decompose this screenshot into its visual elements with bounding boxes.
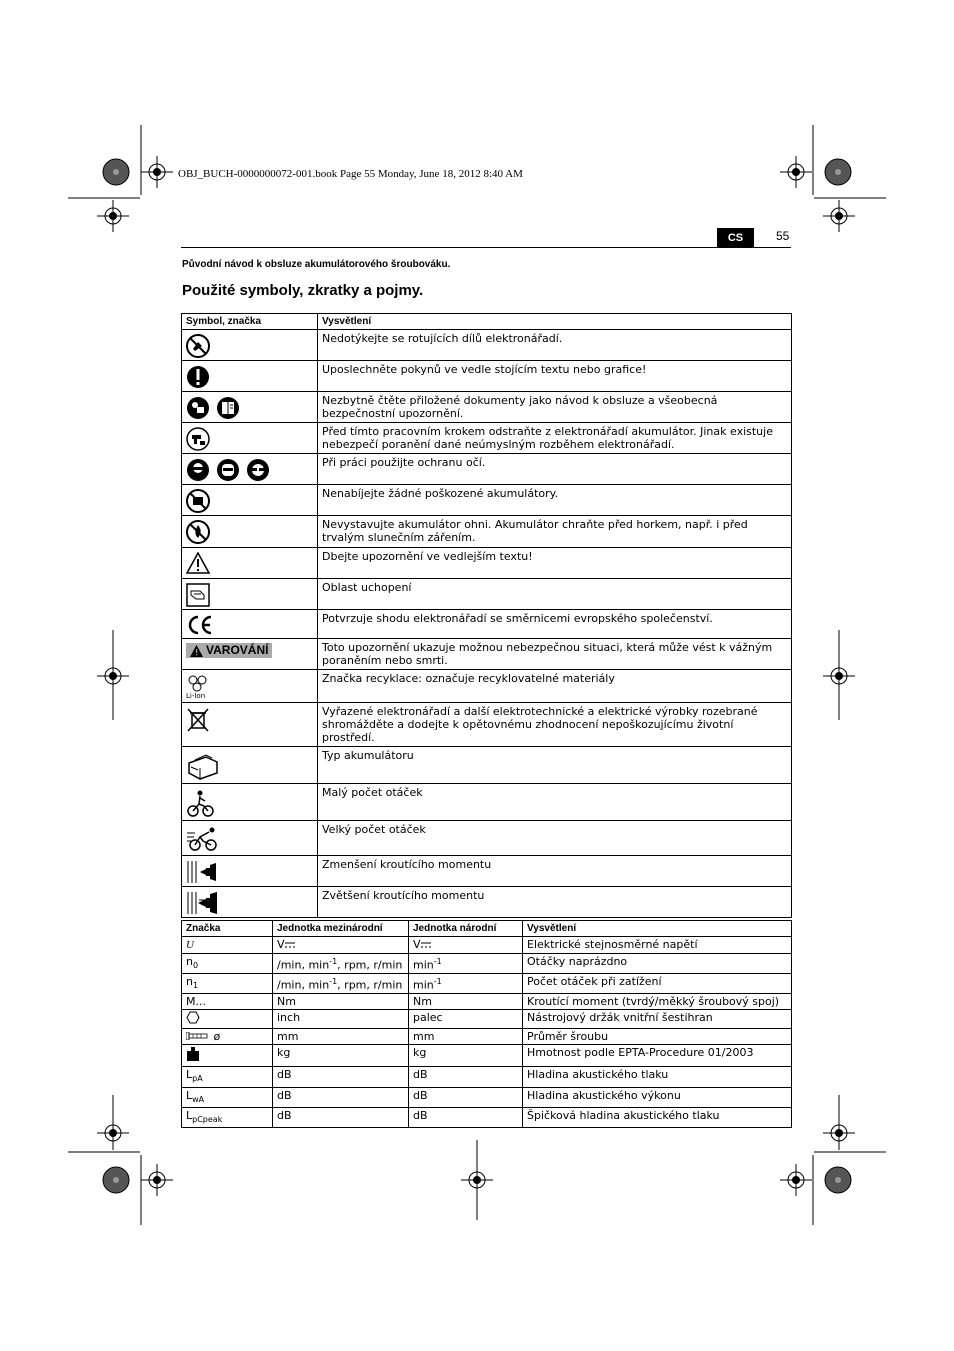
symbol-description: Zvětšení kroutícího momentu (318, 887, 792, 918)
national-unit: dB (409, 1087, 523, 1107)
dc-symbol-icon (285, 942, 295, 948)
page-number: 55 (776, 229, 790, 243)
intl-unit-tail: , rpm, r/min (337, 978, 403, 992)
unit-symbol: U (186, 939, 194, 951)
table-row (182, 994, 792, 1010)
symbol-description: Potvrzuje shodu elektronářadí se směrnicemi evropského společenství. (318, 610, 792, 639)
unit-description: Hmotnost podle EPTA-Procedure 01/2003 (523, 1045, 792, 1067)
intl-unit: inch (273, 1010, 409, 1029)
column-header: Vysvětlení (318, 314, 792, 330)
national-unit: dB (409, 1067, 523, 1087)
remove-battery-icon (186, 427, 210, 451)
national-unit: mm (409, 1029, 523, 1045)
document-subtitle: Původní návod k obsluze akumulátorového šroubováku. (182, 259, 451, 270)
symbol-description: Zmenšení kroutícího momentu (318, 856, 792, 887)
intl-unit: dB (273, 1107, 409, 1127)
table-row (182, 579, 792, 610)
diameter-symbol: ø (213, 1030, 221, 1044)
weight-icon (186, 1046, 200, 1062)
intl-unit: kg (273, 1045, 409, 1067)
unit-symbol-subscript: pA (192, 1074, 203, 1084)
hexagon-icon (186, 1011, 200, 1024)
national-unit: dB (409, 1107, 523, 1127)
goggles-icon (186, 458, 210, 482)
color-rosette-icon (103, 1167, 129, 1193)
symbol-description: Uposlechněte pokynů ve vedle stojícím textu nebo grafice! (318, 361, 792, 392)
warning-triangle-icon (190, 645, 203, 657)
table-row (182, 1045, 792, 1067)
symbol-description: Typ akumulátoru (318, 747, 792, 784)
table-row (182, 1087, 792, 1107)
table-row (182, 1067, 792, 1087)
column-header: Jednotka mezinárodní (273, 921, 409, 937)
table-row (182, 703, 792, 747)
symbol-description: Oblast uchopení (318, 579, 792, 610)
book-icon (216, 396, 240, 420)
column-header: Značka (182, 921, 273, 937)
color-rosette-icon (103, 159, 129, 185)
intl-unit-superscript: -1 (329, 957, 338, 966)
unit-symbol-subscript: 0 (192, 961, 199, 971)
table-row (182, 610, 792, 639)
unit-symbol: L (186, 1108, 193, 1122)
face-shield-icon (216, 458, 240, 482)
symbol-description: Značka recyklace: označuje recyklovatelné materiály (318, 670, 792, 703)
intl-unit: mm (273, 1029, 409, 1045)
symbol-description: Malý počet otáček (318, 784, 792, 821)
unit-symbol: L (186, 1088, 193, 1102)
torque-decrease-icon (186, 860, 218, 884)
warning-triangle-icon (186, 552, 210, 574)
units-table (181, 920, 792, 1128)
unit-symbol: n (186, 955, 193, 968)
national-unit: min (413, 958, 434, 972)
table-row (182, 670, 792, 703)
unit-description: Špičková hladina akustického tlaku (523, 1107, 792, 1127)
national-unit: V (413, 938, 421, 951)
table-row (182, 974, 792, 994)
intl-unit: V (277, 938, 285, 951)
symbol-description: Velký počet otáček (318, 821, 792, 856)
table-row (182, 392, 792, 423)
table-row (182, 423, 792, 454)
weee-bin-icon (186, 707, 210, 733)
screw-icon (186, 1032, 210, 1040)
dc-symbol-icon (421, 942, 431, 948)
intl-unit-superscript: -1 (329, 977, 338, 987)
table-row (182, 548, 792, 579)
symbol-description: Nezbytně čtěte přiložené dokumenty jako návod k obsluze a všeobecná bezpečnostní upozornění. (318, 392, 792, 423)
intl-unit: Nm (273, 994, 409, 1010)
table-row (182, 821, 792, 856)
torque-increase-icon (186, 891, 218, 915)
symbol-description: Nevystavujte akumulátor ohni. Akumulátor chraňte před horkem, např. i před trvalým slunečním zářením. (318, 516, 792, 548)
symbol-description: Dbejte upozornění ve vedlejším textu! (318, 548, 792, 579)
table-row (182, 887, 792, 918)
intl-unit: dB (273, 1067, 409, 1087)
unit-description: Nástrojový držák vnitřní šestihran (523, 1010, 792, 1029)
unit-description: Počet otáček při zatížení (523, 974, 792, 994)
intl-unit: /min, min (277, 978, 330, 992)
recycling-icon (186, 674, 210, 692)
column-header: Symbol, značka (182, 314, 318, 330)
table-row (182, 1107, 792, 1127)
unit-symbol: L (186, 1068, 193, 1082)
table-row (182, 516, 792, 548)
warning-label-text: VAROVÁNÍ (206, 643, 269, 657)
safety-glasses-icon (246, 458, 270, 482)
national-unit: min (413, 978, 434, 992)
unit-symbol-subscript: pCpeak (192, 1114, 223, 1124)
unit-description: Průměr šroubu (523, 1029, 792, 1045)
table-row (182, 747, 792, 784)
table-row (182, 485, 792, 516)
symbol-description: Nedotýkejte se rotujících dílů elektronářadí. (318, 330, 792, 361)
symbol-description: Nenabíjejte žádné poškozené akumulátory. (318, 485, 792, 516)
table-row (182, 937, 792, 954)
table-row (182, 856, 792, 887)
national-unit-superscript: -1 (433, 957, 442, 966)
li-ion-label: Li-Ion (186, 692, 206, 700)
table-row (182, 330, 792, 361)
symbol-description: Před tímto pracovním krokem odstraňte z elektronářadí akumulátor. Jinak existuje nebezpečí poranění dané neúmyslným rozběhem elektronářadí. (318, 423, 792, 454)
rotating-parts-icon (186, 334, 210, 358)
fast-speed-icon (186, 825, 220, 853)
no-charge-damaged-icon (186, 489, 210, 513)
unit-description: Otáčky naprázdno (523, 954, 792, 974)
symbol-description: Toto upozornění ukazuje možnou nebezpečnou situaci, která může vést k vážným poraněním nebo smrti. (318, 639, 792, 670)
symbols-table (181, 313, 792, 918)
language-badge: CS (717, 228, 754, 247)
column-header: Vysvětlení (523, 921, 792, 937)
section-title: Použité symboly, zkratky a pojmy. (182, 282, 424, 299)
unit-description: Hladina akustického tlaku (523, 1067, 792, 1087)
table-row (182, 954, 792, 974)
color-rosette-icon (825, 1167, 851, 1193)
intl-unit: /min, min (277, 958, 330, 972)
table-row (182, 454, 792, 485)
battery-pack-icon (186, 751, 220, 781)
national-unit: kg (409, 1045, 523, 1067)
column-header: Jednotka národní (409, 921, 523, 937)
color-rosette-icon (825, 159, 851, 185)
table-header-row (182, 314, 792, 330)
unit-description: Kroutící moment (tvrdý/měkký šroubový spoj) (523, 994, 792, 1010)
slow-speed-icon (186, 788, 216, 818)
national-unit: Nm (409, 994, 523, 1010)
table-header-row (182, 921, 792, 937)
unit-description: Elektrické stejnosměrné napětí (523, 937, 792, 954)
symbol-description: Při práci použijte ochranu očí. (318, 454, 792, 485)
exclamation-icon (186, 365, 210, 389)
national-unit-superscript: -1 (433, 977, 442, 987)
unit-symbol-subscript: 1 (192, 981, 199, 991)
warning-label (186, 643, 272, 658)
symbol-description: Vyřazené elektronářadí a další elektrotechnické a elektrické výrobky rozebrané shromážděte a dodejte k opětovnému zhodnocení nepoškozujícímu životní prostředí. (318, 703, 792, 747)
national-unit: palec (409, 1010, 523, 1029)
print-info: OBJ_BUCH-0000000072-001.book Page 55 Monday, June 18, 2012 8:40 AM (178, 168, 523, 180)
unit-symbol: M... (182, 994, 273, 1010)
intl-unit-tail: , rpm, r/min (337, 958, 403, 972)
table-row (182, 1029, 792, 1045)
table-row (182, 361, 792, 392)
table-row (182, 639, 792, 670)
unit-description: Hladina akustického výkonu (523, 1087, 792, 1107)
intl-unit: dB (273, 1087, 409, 1107)
header-rule (181, 247, 791, 248)
unit-symbol: n (186, 975, 193, 989)
read-manual-icon (186, 396, 210, 420)
table-row (182, 784, 792, 821)
unit-symbol-subscript: wA (192, 1094, 205, 1104)
no-fire-icon (186, 520, 210, 544)
ce-mark-icon (186, 614, 214, 636)
grip-area-icon (186, 583, 210, 607)
table-row (182, 1010, 792, 1029)
